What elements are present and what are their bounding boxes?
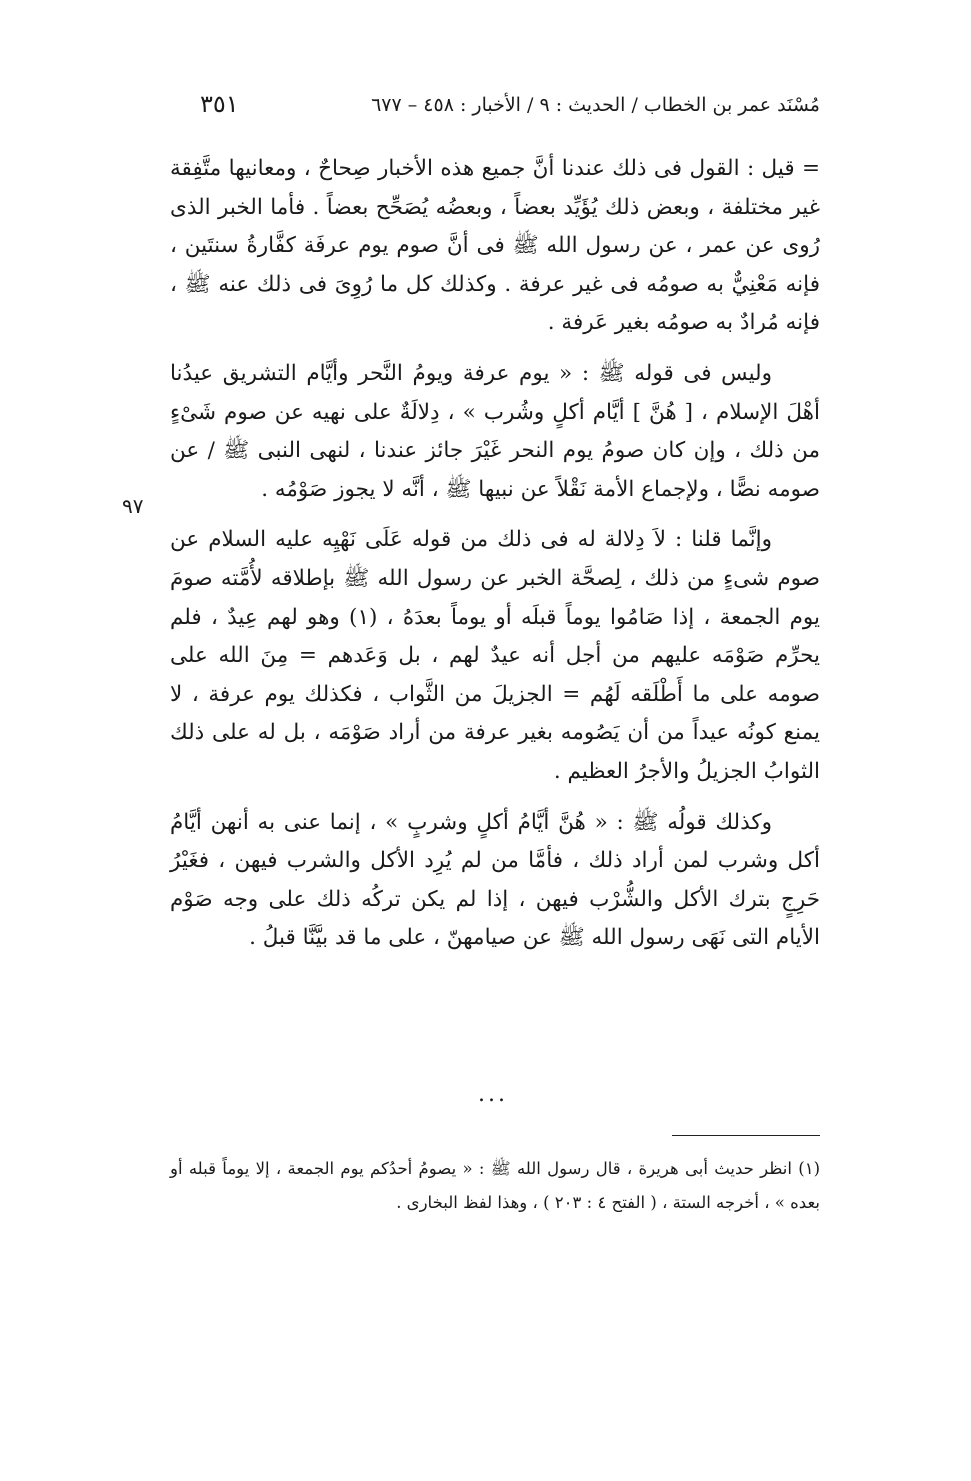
paragraph-3: وإنَّما قلنا : لاَ دِلالة له فى ذلك من قوله عَلَى نَهْيِه عليه السلام عن صوم شىءٍ من ذلك ، لِصحَّة الخبر عن رسول الله ﷺ بإطلاقه لأُمَّته صومَ يوم الجمعة ، إذا صَامُوا يوماً قبلَه أو يوماً بعدَهُ ، (١) وهو لهم عِيدٌ ، فلم يحرِّم صَوْمَه عليهم من أجل أنه عيدٌ لهم ، بل وَعَدهم = مِنَ الله على صومه على ما أَطْلَقه لَهُم = الجزيلَ من الثَّواب ، فكذلك يوم عرفة ، لا يمنع كونُه عيداً من أن يَصُومه بغير عرفة من أراد صَوْمَه ، بل له على ذلك الثوابُ الجزيلُ والأجرُ العظيم . <box>170 527 820 784</box>
section-separator: ... <box>478 1082 508 1107</box>
paragraph-1: = قيل : القول فى ذلك عندنا أنَّ جميع هذه الأخبار صِحاحٌ ، ومعانيها متَّفِقة غير مختلفة ، وبعض ذلك يُؤَيِّد بعضاً ، وبعضُه يُصَحِّح بعضاً . فأما الخبر الذى رُوى عن عمر ، عن رسول الله ﷺ فى أنَّ صوم يوم عرفَة كفَّارةُ سنتَين ، فإنه مَعْنِيٌّ به صومُه فى غير عرفة . وكذلك كل ما رُوِىَ فى ذلك عنه ﷺ ، فإنه مُرادٌ به صومُه بغير عَرفة . <box>170 156 820 336</box>
running-head: مُسْنَد عمر بن الخطاب / الحديث : ٩ / الأخبار : ٤٥٨ – ٦٧٧ <box>371 94 820 116</box>
footnote-rule <box>672 1135 820 1136</box>
paragraph-4: وكذلك قولُه ﷺ : « هُنَّ أيَّامُ أكلٍ وشربٍ » ، إنما عنى به أنهن أيَّامُ أكل وشرب لمن أراد ذلك ، فأمَّا من لم يُرِد الأكل والشرب فيهن ، فغَيْرُ حَرِجٍ بترك الأكل والشُّرْب فيهن ، إذا لم يكن تركُه ذلك على وجه صَوْم الأيام التى نَهَى رسول الله ﷺ عن صيامهنّ ، على ما قد بيَّنَّا قبلُ . <box>170 809 820 951</box>
margin-volume-marker: ٩٧ <box>122 494 144 518</box>
footnote-text: (١) انظر حديث أبى هريرة ، قال رسول الله ﷺ : « يصومُ أحدُكم يوم الجمعة ، إلا يوماً قبله أو بعده » ، أخرجه الستة ، ( الفتح ٤ : ٢٠٣ ) ، وهذا لفظ البخارى . <box>170 1159 820 1212</box>
page-header <box>200 86 820 126</box>
paragraph-2: وليس فى قوله ﷺ : « يوم عرفة ويومُ النَّحر وأيَّام التشريق عيدُنا أهْلَ الإسلام ، [ هُنَّ ] أيَّام أكلٍ وشُرب » ، دِلالَةٌ على نهيه عن صوم شَىْءٍ من ذلك ، وإن كان صومُ يوم النحر غَيْرَ جائز عندنا ، لنهى النبى ﷺ / عن صومه نصًّا ، ولإجماع الأمة نَقْلاً عن نبيها ﷺ ، أنَّه لا يجوز صَوْمُه . <box>170 360 820 502</box>
page-number: ٣٥١ <box>200 90 239 118</box>
body-text <box>170 150 820 970</box>
footnote <box>170 1152 820 1220</box>
